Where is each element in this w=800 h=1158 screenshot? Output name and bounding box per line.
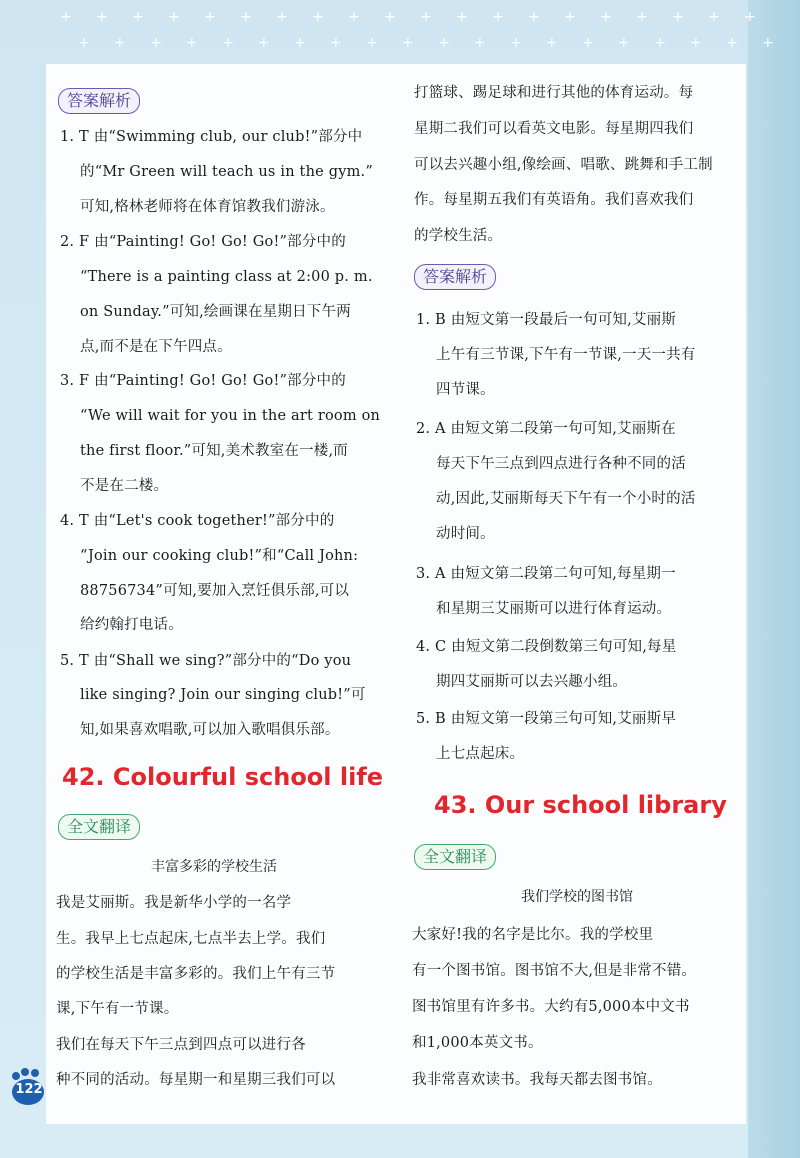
plus-mark: + [438, 35, 450, 51]
translation-line: 的学校生活是丰富多彩的。我们上午有三节 [56, 966, 336, 982]
plus-mark: + [726, 35, 738, 51]
translation-line: 图书馆里有许多书。大约有5,000本中文书 [412, 999, 690, 1015]
plus-mark: + [672, 9, 684, 25]
answer-line: like singing? Join our singing club!”可 [80, 687, 366, 703]
answer-line: 1. B 由短文第一段最后一句可知,艾丽斯 [416, 312, 677, 328]
answer-line: 点,而不是在下午四点。 [80, 339, 232, 355]
plus-mark: + [618, 35, 630, 51]
answer-line: “We will wait for you in the art room on [80, 408, 381, 424]
answer-line: 四节课。 [436, 382, 495, 398]
plus-mark: + [348, 9, 360, 25]
full-translation-badge: 全文翻译 [58, 814, 140, 840]
answer-line: 5. B 由短文第一段第三句可知,艾丽斯早 [416, 711, 677, 727]
answer-line: 4. C 由短文第二段倒数第三句可知,每星 [416, 639, 677, 655]
answer-line: 2. A 由短文第二段第一句可知,艾丽斯在 [416, 421, 676, 437]
answer-analysis-badge: 答案解析 [58, 88, 140, 114]
translation-line: 有一个图书馆。图书馆不大,但是非常不错。 [412, 963, 697, 979]
plus-mark: + [150, 35, 162, 51]
plus-mark: + [366, 35, 378, 51]
answer-line: 3. A 由短文第二段第二句可知,每星期一 [416, 566, 676, 582]
plus-mark: + [96, 9, 108, 25]
answer-line: 4. T 由“Let's cook together!”部分中的 [60, 513, 335, 529]
plus-mark: + [474, 35, 486, 51]
answer-line: 2. F 由“Painting! Go! Go! Go!”部分中的 [60, 234, 346, 250]
translation-line: 我们在每天下午三点到四点可以进行各 [56, 1037, 306, 1053]
answer-line: 动,因此,艾丽斯每天下午有一个小时的活 [436, 491, 696, 507]
answer-line: 可知,格林老师将在体育馆教我们游泳。 [80, 199, 335, 215]
full-translation-badge: 全文翻译 [414, 844, 496, 870]
plus-mark: + [762, 35, 774, 51]
answer-line: on Sunday.”可知,绘画课在星期日下午两 [80, 304, 351, 320]
translation-line: 的学校生活。 [414, 228, 503, 244]
plus-mark: + [582, 35, 594, 51]
plus-mark: + [222, 35, 234, 51]
answer-line: 上午有三节课,下午有一节课,一天一共有 [436, 347, 696, 363]
answer-line: 知,如果喜欢唱歌,可以加入歌唱俱乐部。 [80, 722, 340, 738]
plus-mark: + [240, 9, 252, 25]
translation-line: 种不同的活动。每星期一和星期三我们可以 [56, 1072, 336, 1088]
plus-mark: + [546, 35, 558, 51]
translation-title: 丰富多彩的学校生活 [151, 859, 277, 875]
plus-mark: + [420, 9, 432, 25]
plus-mark: + [510, 35, 522, 51]
plus-mark: + [402, 35, 414, 51]
plus-mark: + [168, 9, 180, 25]
translation-line: 生。我早上七点起床,七点半去上学。我们 [56, 931, 326, 947]
answer-line: 1. T 由“Swimming club, our club!”部分中 [60, 129, 363, 145]
plus-mark: + [456, 9, 468, 25]
answer-line: 和星期三艾丽斯可以进行体育运动。 [436, 601, 672, 617]
plus-mark: + [636, 9, 648, 25]
plus-mark: + [744, 9, 756, 25]
plus-mark: + [654, 35, 666, 51]
answer-analysis-badge: 答案解析 [414, 264, 496, 290]
page-edge-strip [748, 0, 800, 1158]
answer-line: 动时间。 [436, 526, 495, 542]
answer-line: 每天下午三点到四点进行各种不同的活 [436, 456, 686, 472]
plus-mark: + [60, 9, 72, 25]
page-number-badge [8, 1068, 48, 1108]
translation-line: 和1,000本英文书。 [412, 1035, 543, 1051]
plus-mark: + [294, 35, 306, 51]
translation-line: 打篮球、踢足球和进行其他的体育运动。每 [414, 85, 694, 101]
plus-mark: + [564, 9, 576, 25]
plus-mark: + [708, 9, 720, 25]
answer-line: 上七点起床。 [436, 746, 525, 762]
plus-mark: + [330, 35, 342, 51]
plus-mark: + [114, 35, 126, 51]
plus-mark: + [186, 35, 198, 51]
section-title-43: 43. Our school library [434, 791, 727, 819]
plus-mark: + [600, 9, 612, 25]
translation-line: 我非常喜欢读书。我每天都去图书馆。 [412, 1072, 662, 1088]
plus-mark: + [384, 9, 396, 25]
page-number: 122 [15, 1082, 43, 1097]
answer-line: 给约翰打电话。 [80, 617, 183, 633]
answer-line: the first floor.”可知,美术教室在一楼,而 [80, 443, 349, 459]
translation-line: 我是艾丽斯。我是新华小学的一名学 [56, 895, 292, 911]
answer-line: “There is a painting class at 2:00 p. m. [80, 269, 373, 285]
plus-mark: + [528, 9, 540, 25]
answer-line: 期四艾丽斯可以去兴趣小组。 [436, 674, 628, 690]
plus-mark: + [312, 9, 324, 25]
answer-line: 不是在二楼。 [80, 478, 169, 494]
translation-line: 星期二我们可以看英文电影。每星期四我们 [414, 121, 694, 137]
plus-mark: + [204, 9, 216, 25]
translation-line: 课,下午有一节课。 [56, 1001, 179, 1017]
plus-mark: + [132, 9, 144, 25]
answer-line: 3. F 由“Painting! Go! Go! Go!”部分中的 [60, 373, 346, 389]
translation-line: 可以去兴趣小组,像绘画、唱歌、跳舞和手工制 [414, 157, 713, 173]
answer-line: 88756734”可知,要加入烹饪俱乐部,可以 [80, 583, 350, 599]
plus-mark: + [276, 9, 288, 25]
translation-line: 作。每星期五我们有英语角。我们喜欢我们 [414, 192, 694, 208]
answer-line: 的“Mr Green will teach us in the gym.” [80, 164, 373, 180]
translation-title: 我们学校的图书馆 [521, 889, 633, 905]
plus-mark: + [78, 35, 90, 51]
answer-line: 5. T 由“Shall we sing?”部分中的“Do you [60, 653, 352, 669]
plus-mark: + [492, 9, 504, 25]
answer-line: “Join our cooking club!”和“Call John: [80, 548, 359, 564]
plus-mark: + [690, 35, 702, 51]
plus-mark: + [258, 35, 270, 51]
section-title-42: 42. Colourful school life [62, 763, 384, 791]
translation-line: 大家好!我的名字是比尔。我的学校里 [412, 927, 654, 943]
